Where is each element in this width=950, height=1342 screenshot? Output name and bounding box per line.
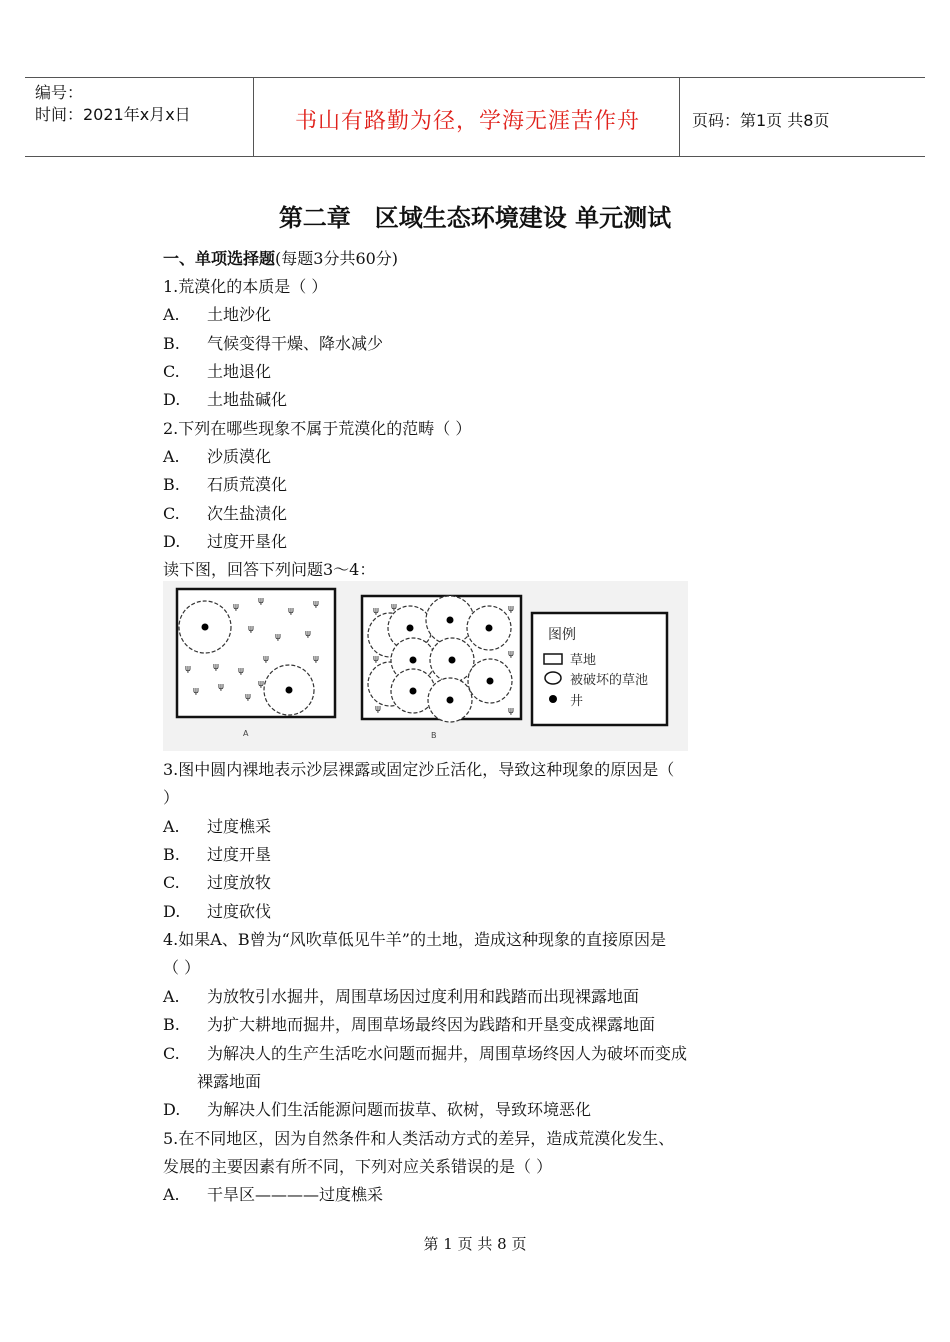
legend-grass-swatch bbox=[544, 654, 562, 664]
section-heading bbox=[163, 246, 398, 269]
legend-grass-label: 草地 bbox=[570, 653, 597, 668]
option: B. 过度开垦 bbox=[163, 845, 272, 864]
header-motto: 书山有路勤为径，学海无涯苦作舟 bbox=[294, 109, 640, 134]
question-stem: 4.如果A、B曾为“风吹草低见牛羊”的土地，造成这种现象的直接原因是 bbox=[163, 930, 666, 949]
option-cont: 裸露地面 bbox=[197, 1072, 262, 1091]
panel-b-label: B bbox=[431, 731, 437, 740]
svg-text:ψ: ψ bbox=[508, 706, 514, 716]
option: C. 次生盐渍化 bbox=[163, 504, 288, 523]
option: C. 土地退化 bbox=[163, 362, 272, 381]
option: D. 过度开垦化 bbox=[163, 532, 288, 551]
option: A. 为放牧引水掘井，周围草场因过度利用和践踏而出现裸露地面 bbox=[163, 987, 640, 1006]
option: A. 土地沙化 bbox=[163, 305, 272, 324]
page-footer: 第 1 页 共 8 页 bbox=[423, 1235, 527, 1253]
svg-text:ψ: ψ bbox=[375, 704, 381, 714]
code-label: 编号： bbox=[35, 83, 84, 102]
well-dot bbox=[286, 687, 293, 694]
svg-text:ψ: ψ bbox=[185, 664, 191, 674]
question-stem: 5.在不同地区，因为自然条件和人类活动方式的差异，造成荒漠化发生、 bbox=[163, 1129, 675, 1148]
page-title: 第二章 区域生态环境建设 单元测试 bbox=[278, 204, 672, 232]
legend-damaged-label: 被破坏的草池 bbox=[570, 673, 649, 688]
legend-well-swatch bbox=[549, 695, 557, 703]
svg-text:ψ: ψ bbox=[373, 654, 379, 664]
legend-title: 图例 bbox=[548, 627, 576, 643]
question-stem-cont: （ ） bbox=[163, 958, 201, 977]
svg-text:ψ: ψ bbox=[508, 604, 514, 614]
svg-text:ψ: ψ bbox=[275, 632, 281, 642]
option: A. 过度樵采 bbox=[163, 817, 272, 836]
panel-a-label: A bbox=[243, 729, 249, 738]
time-label: 时间：2021年x月x日 bbox=[35, 105, 191, 124]
svg-text:ψ: ψ bbox=[263, 654, 269, 664]
header-page-info: 页码：第1页 共8页 bbox=[692, 111, 830, 130]
option: C. 过度放牧 bbox=[163, 873, 272, 892]
svg-text:ψ: ψ bbox=[258, 679, 264, 689]
option: D. 过度砍伐 bbox=[163, 902, 272, 921]
option: A. 沙质漠化 bbox=[163, 447, 272, 466]
question-stem: 2.下列在哪些现象不属于荒漠化的范畴（ ） bbox=[163, 419, 472, 438]
legend-well-label: 井 bbox=[570, 694, 584, 709]
question-stem-cont: 发展的主要因素有所不同，下列对应关系错误的是（ ） bbox=[163, 1157, 553, 1176]
legend-damaged-swatch bbox=[545, 672, 561, 684]
svg-text:ψ: ψ bbox=[313, 599, 319, 609]
svg-text:ψ: ψ bbox=[288, 606, 294, 616]
svg-text:ψ: ψ bbox=[391, 602, 397, 612]
svg-text:ψ: ψ bbox=[233, 602, 239, 612]
svg-text:ψ: ψ bbox=[238, 666, 244, 676]
svg-text:ψ: ψ bbox=[508, 649, 514, 659]
section-label: 一、单项选择题 bbox=[163, 249, 276, 268]
svg-text:ψ: ψ bbox=[248, 624, 254, 634]
option: C. 为解决人的生产生活吃水问题而掘井，周围草场终因人为破坏而变成 bbox=[163, 1044, 688, 1063]
question-stem: 3.图中圆内裸地表示沙层裸露或固定沙丘活化，导致这种现象的原因是（ bbox=[163, 760, 675, 779]
svg-text:ψ: ψ bbox=[218, 682, 224, 692]
svg-text:ψ: ψ bbox=[373, 606, 379, 616]
option: B. 为扩大耕地而掘井，周围草场最终因为践踏和开垦变成裸露地面 bbox=[163, 1015, 656, 1034]
question-stem-cont: ） bbox=[163, 788, 180, 807]
svg-text:ψ: ψ bbox=[213, 662, 219, 672]
option: B. 石质荒漠化 bbox=[163, 475, 288, 494]
header-divider bbox=[253, 78, 254, 156]
well-dot bbox=[202, 624, 209, 631]
svg-text:ψ: ψ bbox=[193, 686, 199, 696]
option: D. 土地盐碱化 bbox=[163, 390, 288, 409]
option: D. 为解决人们生活能源问题而拔草、砍树，导致环境恶化 bbox=[163, 1100, 592, 1119]
header-meta bbox=[35, 82, 191, 126]
question-stem: 1.荒漠化的本质是（ ） bbox=[163, 277, 328, 296]
figure-intro: 读下图，回答下列问题3～4： bbox=[163, 560, 376, 579]
figure-grassland-wells bbox=[163, 581, 688, 751]
section-note: (每题3分共60分) bbox=[275, 249, 399, 268]
option: A. 干旱区————过度樵采 bbox=[163, 1185, 384, 1204]
option: B. 气候变得干燥、降水减少 bbox=[163, 334, 384, 353]
svg-text:ψ: ψ bbox=[258, 596, 264, 606]
svg-text:ψ: ψ bbox=[305, 629, 311, 639]
svg-text:ψ: ψ bbox=[313, 654, 319, 664]
svg-text:ψ: ψ bbox=[245, 692, 251, 702]
page-header bbox=[25, 77, 925, 157]
figure-svg bbox=[163, 581, 688, 751]
